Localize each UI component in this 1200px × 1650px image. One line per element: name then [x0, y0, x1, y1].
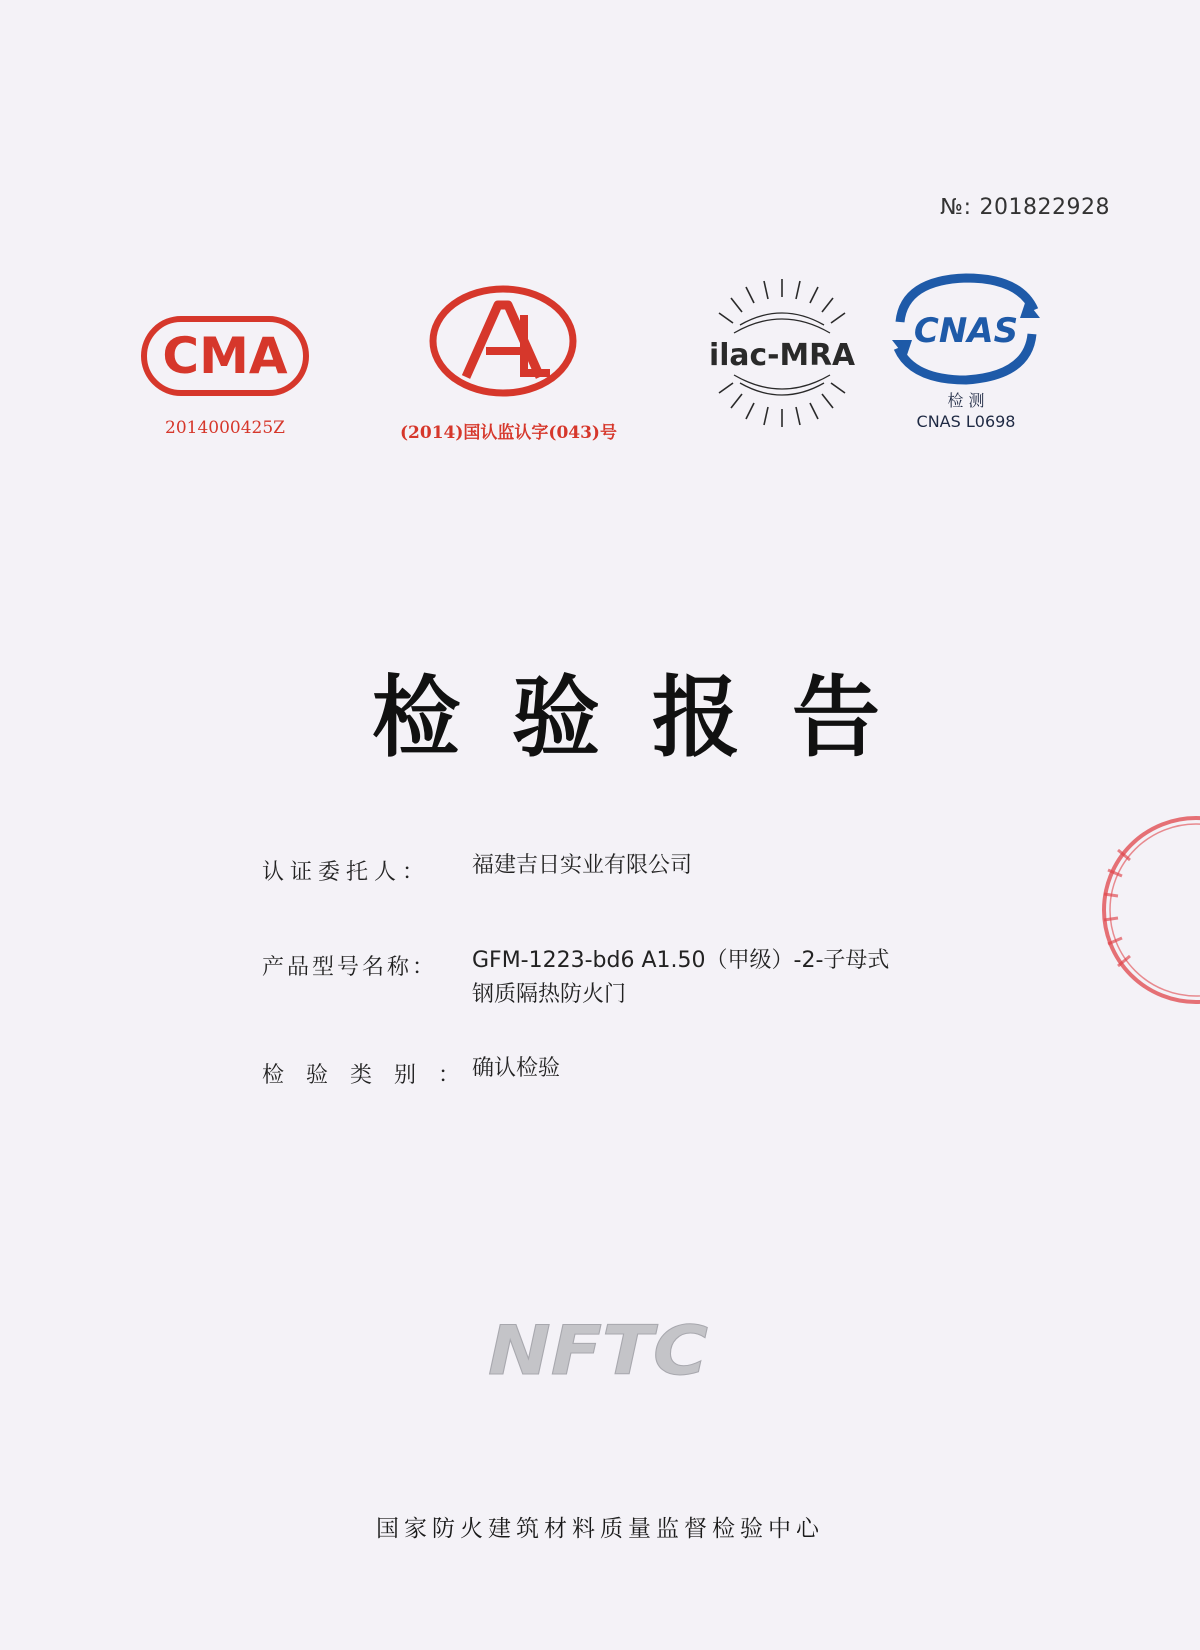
- ilac-logo: [704, 275, 860, 435]
- cma-caption: 2014000425Z: [165, 418, 285, 438]
- product-label: 产品型号名称：: [262, 955, 438, 980]
- report-number: [940, 195, 1110, 220]
- report-number-label: №:: [940, 195, 972, 220]
- official-stamp-icon: [1078, 810, 1200, 1010]
- product-value-line2: 钢质隔热防火门: [472, 982, 627, 1007]
- product-value: [472, 944, 992, 1012]
- cma-seal-icon: [140, 315, 310, 397]
- type-value: 确认检验: [472, 1056, 561, 1081]
- type-label: 检验类别：: [262, 1063, 483, 1088]
- cnas-caption-line2: CNAS L0698: [916, 412, 1016, 431]
- cnas-mark-icon: [890, 270, 1042, 388]
- cma-logo-text: CMA: [162, 327, 288, 385]
- red-stamp: [1078, 810, 1200, 1014]
- cal-caption: (2014)国认监认字(043)号: [400, 423, 617, 443]
- nftc-logo-icon: [478, 1310, 718, 1390]
- org-name: 国家防火建筑材料质量监督检验中心: [376, 1516, 824, 1542]
- client-label: 认证委托人：: [262, 860, 431, 885]
- report-title: 检验报告: [371, 666, 932, 769]
- cnas-caption: [900, 390, 1032, 432]
- ilac-mra-icon: [704, 275, 860, 431]
- cnas-caption-line1: 检 测: [947, 391, 985, 410]
- cal-logo: [428, 285, 578, 401]
- nftc-logo: [478, 1310, 718, 1394]
- report-number-value: 201822928: [979, 195, 1110, 220]
- cal-seal-icon: [428, 285, 578, 397]
- cnas-logo: [890, 270, 1042, 392]
- cal-logo-text: CAL: [502, 393, 504, 394]
- ilac-logo-text: ilac-MRA: [709, 338, 856, 373]
- cnas-logo-text: CNAS: [913, 311, 1019, 351]
- nftc-logo-text: NFTC: [488, 1312, 709, 1390]
- cma-logo: [140, 315, 310, 401]
- client-value: 福建吉日实业有限公司: [472, 853, 693, 878]
- product-value-line1: GFM-1223-bd6 A1.50（甲级）-2-子母式: [472, 948, 890, 973]
